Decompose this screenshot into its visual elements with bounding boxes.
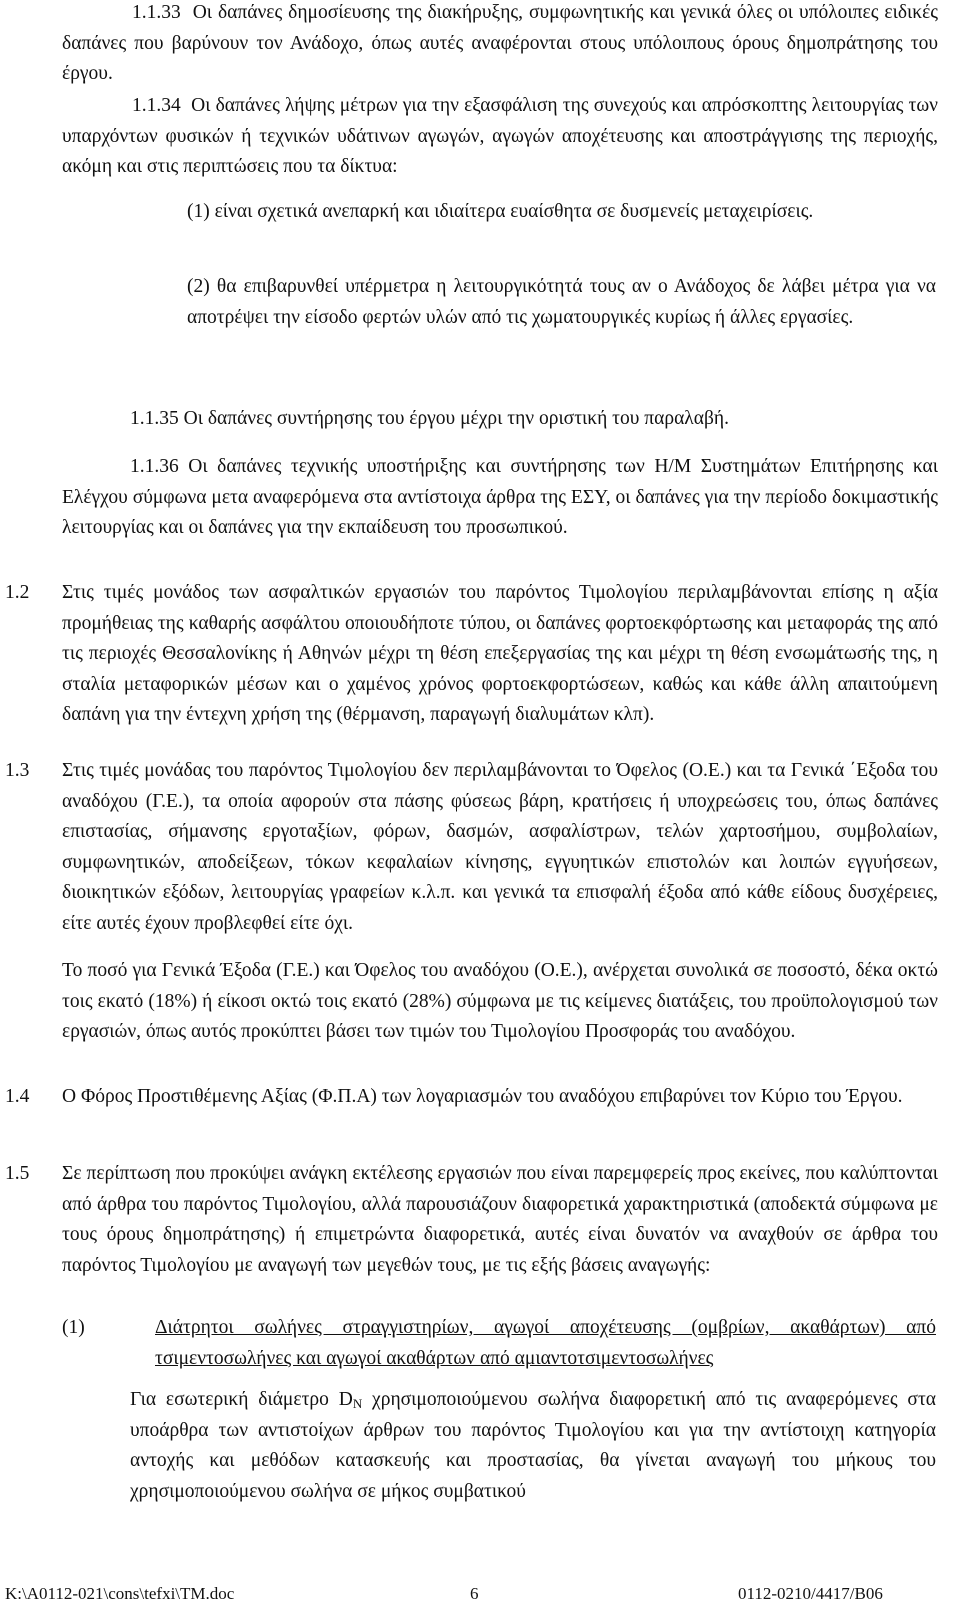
paragraph-text: Οι δαπάνες λήψης μέτρων για την εξασφάλιση της συνεχούς και απρόσκοπτης λειτουργίας των υπαρχόντων φυσικών ή τεχνικών υδάτινων αγωγών, αγωγών αποχέτευσης και αποστράγγισης της περιοχής, ακόμη και στις περιπτώσεις που τα δίκτυα: (62, 95, 939, 177)
paragraph-1-5: Σε περίπτωση που προκύψει ανάγκη εκτέλεσης εργασιών που είναι παρεμφερείς προς εκείνες, που καλύπτονται από άρθρα του παρόντος Τιμολογίου, αλλά παρουσιάζουν διαφορετικά χαρακτηριστικά (αποδεκτά σύμφωνα με τους όρους δημοπράτησης) ή επιμετρώντα διαφορετικά, αυτές είναι δυνατόν να αναχθούν σε άρθρα του παρόντος Τιμολογίου με αναγωγή των μεγεθών τους, με τις εξής βάσεις αναγωγής: (62, 1163, 938, 1276)
paragraph-number: 1.1.35 (130, 408, 179, 429)
footer-file-path: K:\A0112-021\cons\tefxi\TM.doc (5, 1584, 235, 1603)
paragraph-number: 1.1.36 (130, 456, 179, 477)
paragraph-1-3-continued: Το ποσό για Γενικά Έξοδα (Γ.Ε.) και Όφελος του αναδόχου (Ο.Ε.), ανέρχεται συνολικά σε ποσοστό, δέκα οκτώ τοις εκατό (18%) ή είκοσι οκτώ τοις εκατό (28%) σύμφωνα με τις κείμενες διατάξεις, του προϋπολογισμού των εργασιών, όπως αυτός προκύπτει βάσει των τιμών του Τιμολογίου Προσφοράς του αναδόχου. (62, 960, 938, 1042)
paragraph-1-1-35 (130, 404, 938, 435)
footer-document-code: 0112-0210/4417/B06 (738, 1584, 883, 1603)
item-body (130, 1385, 936, 1507)
section-number: 1.2 (5, 582, 30, 603)
footer-page-number: 6 (470, 1584, 479, 1603)
paragraph-number: 1.1.34 (132, 95, 181, 116)
subitem-2: (2) θα επιβαρυνθεί υπέρμετρα η λειτουργικότητά τους αν ο Ανάδοχος δε λάβει μέτρα για να αποτρέψει την είσοδο φερτών υλών από τις χωματουργικές κυρίως ή άλλες εργασίες. (187, 276, 936, 328)
item-body-text-1: Για εσωτερική διάμετρο D (130, 1389, 353, 1410)
subscript-n: N (352, 1396, 363, 1411)
paragraph-text: Οι δαπάνες τεχνικής υποστήριξης και συντήρησης των Η/Μ Συστημάτων Επιτήρησης και Ελέγχου σύμφωνα μετα αναφερόμενα στα αντίστοιχα άρθρα της ΕΣΥ, οι δαπάνες για την περίοδο δοκιμαστικής λειτουργίας και οι δαπάνες για την εκπαίδευση του προσωπικού. (62, 456, 938, 538)
paragraph-1-4: Ο Φόρος Προστιθέμενης Αξίας (Φ.Π.Α) των λογαριασμών του αναδόχου επιβαρύνει τον Κύριο του Έργου. (62, 1086, 903, 1107)
paragraph-text: Οι δαπάνες συντήρησης του έργου μέχρι την οριστική του παραλαβή. (183, 408, 729, 429)
subitem-1: (1) είναι σχετικά ανεπαρκή και ιδιαίτερα ευαίσθητα σε δυσμενείς μεταχειρίσεις. (187, 201, 814, 222)
section-number: 1.4 (5, 1086, 30, 1107)
paragraph-1-1-34 (62, 91, 938, 183)
paragraph-1-2: Στις τιμές μονάδος των ασφαλτικών εργασιών του παρόντος Τιμολογίου περιλαμβάνονται επίσης η αξία προμήθειας της καθαρής ασφάλτου οποιουδήποτε τύπου, οι δαπάνες φορτοεκφόρτωσης και μεταφοράς της από τις περιοχές Θεσσαλονίκης ή Αθηνών μέχρι τη θέση επεξεργασίας της και μέχρι τη θέση ενσωμάτωσής της, η σταλία μεταφορικών μέσων και ο χαμένος χρόνος φορτοεκφορτώσεων, καθώς και κάθε άλλη απαιτούμενη δαπάνη για την έντεχνη χρήση της (θέρμανση, παραγωγή διαλυμάτων κλπ). (62, 582, 938, 725)
item-body-text-2: χρησιμοποιούμενου σωλήνα διαφορετική από τις αναφερόμενες στα υποάρθρα των αντιστοίχων άρθρων του παρόντος Τιμολογίου και για την αντίστοιχη κατηγορία αντοχής και μεθόδων κατασκευής και προστασίας, θα γίνεται αναγωγή του μήκους του χρησιμοποιούμενου σωλήνα σε μήκος συμβατικού (130, 1389, 936, 1502)
paragraph-text: Οι δαπάνες δημοσίευσης της διακήρυξης, συμφωνητικής και γενικά όλες οι υπόλοιπες ειδικές δαπάνες που βαρύνουν τον Ανάδοχο, όπως αυτές αναφέρονται στους υπόλοιπους όρους δημοπράτησης του έργου. (62, 2, 939, 84)
paragraph-1-1-33 (62, 0, 938, 90)
item-heading: Διάτρητοι σωλήνες στραγγιστηρίων, αγωγοί αποχέτευσης (ομβρίων, ακαθάρτων) από τσιμεντοσωλήνες και αγωγοί ακαθάρτων από αμιαντοτσιμεντοσωλήνες (155, 1317, 936, 1369)
section-number: 1.5 (5, 1163, 30, 1184)
item-number: (1) (62, 1317, 85, 1338)
paragraph-number: 1.1.33 (132, 2, 181, 23)
paragraph-1-1-36 (62, 452, 938, 544)
paragraph-1-3: Στις τιμές μονάδας του παρόντος Τιμολογίου δεν περιλαμβάνονται το Όφελος (Ο.Ε.) και τα Γενικά ΄Εξοδα του αναδόχου (Γ.Ε.), τα οποία αφορούν στα πάσης φύσεως βάρη, κρατήσεις ή υποχρεώσεις του, όπως δαπάνες επιστασίας, σήμανσης εργοταξίων, φόρων, δασμών, ασφαλίστρων, τελών χαρτοσήμου, συμβολαίων, συμφωνητικών, αποδείξεων, τόκων κεφαλαίων κίνησης, εγγυητικών επιστολών και λοιπών εγγυήσεων, διοικητικών εξόδων, λειτουργίας γραφείων κ.λ.π. και γενικά τα επισφαλή έξοδα από κάθε είδους δυσχέρειες, είτε αυτές έχουν προβλεφθεί είτε όχι. (62, 760, 938, 934)
section-number: 1.3 (5, 760, 30, 781)
